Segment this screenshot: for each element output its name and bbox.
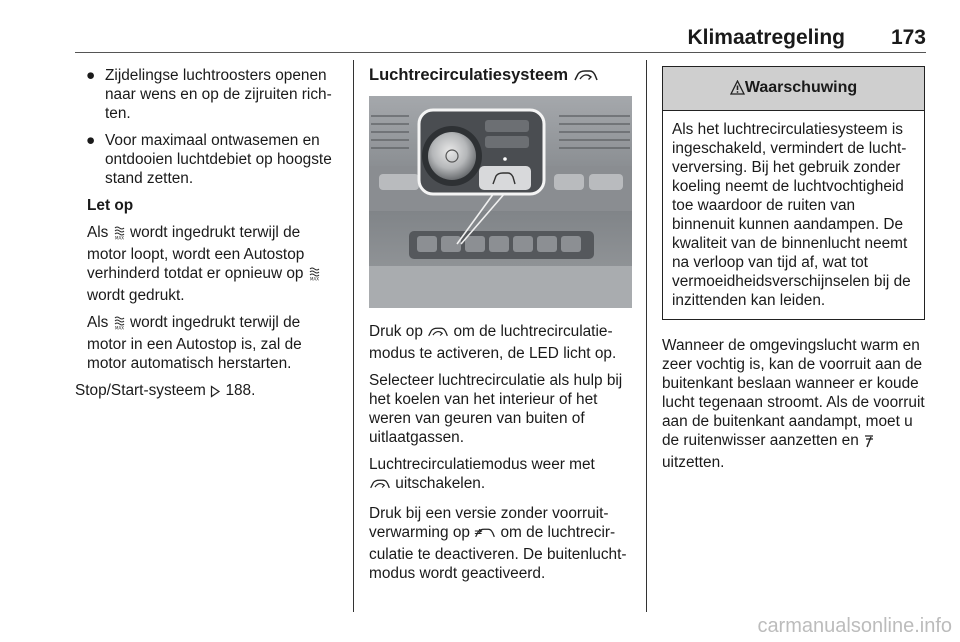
max-defrost-icon bbox=[308, 266, 321, 286]
svg-text:MAX: MAX bbox=[114, 235, 124, 240]
recirculation-button-photo bbox=[369, 96, 632, 308]
warning-text: Als het luchtrecirculatiesysteem is ingeschakeld, vermindert de luchtverversing. Bij het gebruik zonder koeling neemt de luchtvochtigheid toe waardoor de ruiten van binnenuit kunnen aandampen. De kwaliteit van de binnenlucht neemt na verloop van tijd af, wat tot vermoeidheidsverschijnselen bij de inzittenden kan leiden. bbox=[672, 121, 911, 309]
list-item: ● Voor maximaal ontwasemen en ontdooien luchtdebiet op hoogste stand zetten. bbox=[86, 132, 332, 187]
max-defrost-icon bbox=[113, 225, 126, 245]
note-block bbox=[75, 196, 340, 373]
wiper-icon bbox=[863, 434, 875, 453]
svg-text:MAX: MAX bbox=[309, 276, 319, 281]
column-3 bbox=[662, 66, 925, 480]
paragraph: Selecteer luchtrecirculatie als hulp bij het koelen van het interieur of het weren van geuren van buiten of uitlaatgassen. bbox=[369, 372, 623, 446]
note-title: Let op bbox=[87, 197, 134, 214]
note-paragraph: Als MAX wordt ingedrukt terwijl de motor loopt, wordt een Autostop verhinderd totdat er opnieuw op MAX wordt gedrukt. bbox=[87, 223, 340, 305]
paragraph: Wanneer de omgevingslucht warm en zeer vochtig is, kan de voorruit aan de buitenkant beslaan wanneer er koude lucht tegenaan stroomt. Als de voorruit aan de buitenkant aandampt, moet u de ruitenwisser aanzetten en uitzetten. bbox=[662, 337, 925, 471]
column-2 bbox=[369, 66, 637, 591]
column-divider-1 bbox=[353, 60, 354, 612]
header-rule bbox=[75, 52, 926, 53]
air-recirculation-icon bbox=[369, 477, 391, 496]
max-defrost-icon bbox=[113, 315, 126, 335]
column-divider-2 bbox=[646, 60, 647, 612]
air-recirculation-icon bbox=[573, 69, 599, 88]
fresh-air-icon bbox=[474, 526, 496, 545]
column-1 bbox=[75, 66, 340, 411]
chapter-title: Klimaatregeling bbox=[687, 26, 845, 49]
list-item: ● Zijdelingse luchtroosters openen naar wens en op de zijruiten richten. bbox=[86, 67, 332, 122]
cross-reference[interactable]: Stop/Start-systeem 188. bbox=[75, 381, 340, 403]
watermark: carmanualsonline.info bbox=[757, 615, 952, 637]
warning-triangle-icon bbox=[730, 80, 745, 100]
page-reference-icon bbox=[210, 384, 221, 403]
section-title: Luchtrecirculatiesysteem bbox=[369, 66, 637, 88]
paragraph: Luchtrecirculatiemodus weer met uitschakelen. bbox=[369, 455, 637, 496]
air-recirculation-icon bbox=[427, 325, 449, 344]
warning-box bbox=[662, 66, 925, 320]
paragraph: Druk bij een versie zonder voorruitverwarming op om de luchtrecirculatie te deactiveren. De buitenluchtmodus wordt geactiveerd. bbox=[369, 505, 627, 582]
svg-text:MAX: MAX bbox=[114, 325, 124, 330]
warning-header: Waarschuwing bbox=[663, 67, 924, 111]
page-number: 173 bbox=[890, 26, 926, 49]
note-paragraph: Als MAX wordt ingedrukt terwijl de motor in een Autostop is, zal de motor automatisch herstarten. bbox=[87, 314, 302, 372]
paragraph: Druk op om de luchtrecirculatiemodus te activeren, de LED licht op. bbox=[369, 323, 617, 362]
